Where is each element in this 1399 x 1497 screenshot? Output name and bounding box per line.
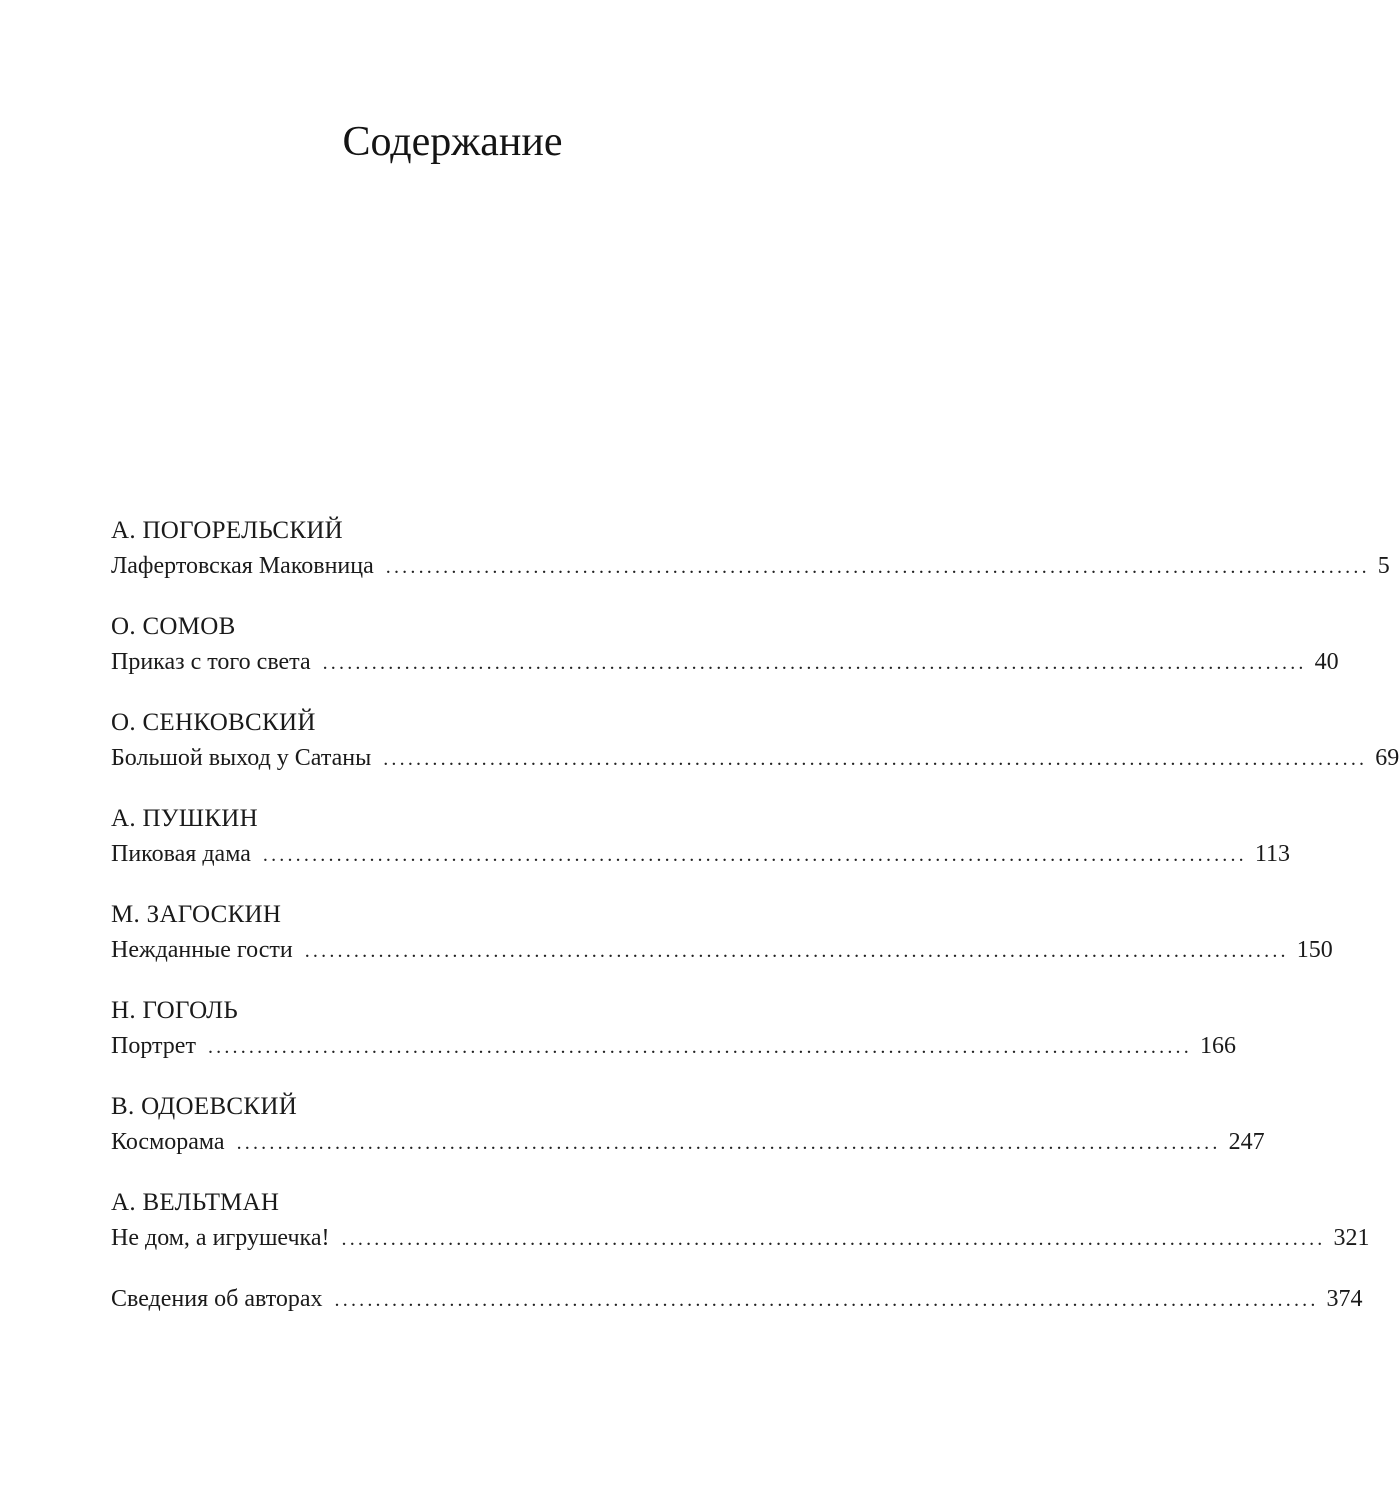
toc-work-title: Лафертовская Маковница: [111, 553, 374, 579]
dot-leader: ........................................................................................................................: [383, 748, 1368, 770]
toc-work-title: Пиковая дама: [111, 841, 251, 867]
dot-leader: ........................................................................................................................: [322, 652, 1307, 674]
toc-entry: [111, 1126, 1265, 1158]
toc-page-number: 40: [1314, 649, 1339, 675]
toc-section: [111, 707, 1399, 774]
toc-work-title: Не дом, а игрушечка!: [111, 1225, 330, 1251]
toc-author: А. ПОГОРЕЛЬСКИЙ: [111, 517, 344, 544]
toc-entry: [111, 838, 1290, 870]
toc-entry-about-authors: [111, 1283, 1363, 1315]
toc-section: [111, 611, 1339, 678]
toc-section: [111, 803, 1290, 870]
dot-leader: ........................................................................................................................: [341, 1228, 1326, 1250]
dot-leader: ........................................................................................................................: [207, 1036, 1192, 1058]
toc-entry: [111, 742, 1399, 774]
toc-page-number: 166: [1199, 1033, 1236, 1059]
dot-leader: ........................................................................................................................: [236, 1132, 1221, 1154]
toc-section: [111, 1091, 1265, 1158]
toc-work-title: Сведения об авторах: [111, 1286, 323, 1312]
toc-author: О. СЕНКОВСКИЙ: [111, 709, 316, 736]
toc-entry: [111, 1222, 1370, 1254]
toc-author: А. ВЕЛЬТМАН: [111, 1189, 280, 1216]
toc-page-number: 113: [1254, 841, 1290, 867]
toc-entry: [111, 1030, 1236, 1062]
toc-section: [111, 1187, 1370, 1254]
toc-page-number: 374: [1326, 1286, 1363, 1312]
toc-page-number: 69: [1375, 745, 1399, 771]
toc-author: А. ПУШКИН: [111, 805, 259, 832]
table-of-contents: [111, 515, 1399, 1315]
toc-work-title: Большой выход у Сатаны: [111, 745, 372, 771]
toc-work-title: Приказ с того света: [111, 649, 311, 675]
toc-page-number: 5: [1377, 553, 1390, 579]
toc-work-title: Нежданные гости: [111, 937, 293, 963]
toc-page-number: 150: [1296, 937, 1333, 963]
dot-leader: ........................................................................................................................: [262, 844, 1247, 866]
toc-page-number: 321: [1333, 1225, 1370, 1251]
toc-author: М. ЗАГОСКИН: [111, 901, 282, 928]
toc-author: Н. ГОГОЛЬ: [111, 997, 239, 1024]
toc-entry: [111, 550, 1390, 582]
toc-author: О. СОМОВ: [111, 613, 236, 640]
toc-work-title: Косморама: [111, 1129, 225, 1155]
toc-page-number: 247: [1228, 1129, 1265, 1155]
toc-entry: [111, 934, 1333, 966]
dot-leader: ........................................................................................................................: [304, 940, 1289, 962]
toc-author: В. ОДОЕВСКИЙ: [111, 1093, 298, 1120]
dot-leader: ........................................................................................................................: [385, 556, 1370, 578]
toc-section: [111, 899, 1333, 966]
page-title: Содержание: [342, 119, 563, 165]
toc-work-title: Портрет: [111, 1033, 196, 1059]
toc-section: [111, 515, 1390, 582]
toc-section: [111, 995, 1236, 1062]
toc-entry: [111, 646, 1339, 678]
dot-leader: ........................................................................................................................: [334, 1289, 1319, 1311]
